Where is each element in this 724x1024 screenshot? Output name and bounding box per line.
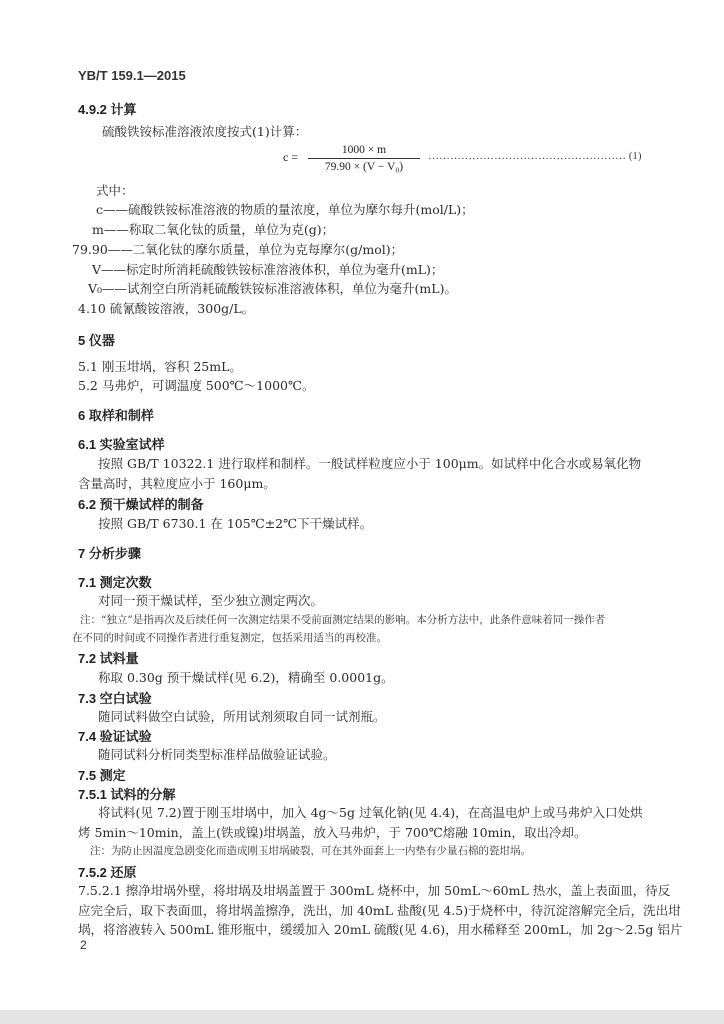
heading-7-4: 7.4 验证试验	[78, 729, 152, 744]
formula-fraction	[308, 143, 420, 174]
para-7-5-2-1-line3: 埚，将溶液转入 500mL 锥形瓶中，缓缓加入 20mL 硫酸(见 4.6)，用水稀释至 200mL，加 2g～2.5g 铝片	[78, 922, 683, 937]
para-7-3: 随同试料做空白试验，所用试剂须取自同一试剂瓶。	[98, 709, 386, 724]
def-v0: V₀——试剂空白所消耗硫酸铁铵标准溶液体积，单位为毫升(mL)。	[88, 281, 457, 296]
para-7-4: 随同试料分析同类型标准样品做验证试验。	[98, 747, 336, 762]
standard-number: YB/T 159.1—2015	[78, 68, 186, 83]
para-7-5-2-1-line1: 7.5.2.1 擦净坩埚外壁，将坩埚及坩埚盖置于 300mL 烧杯中，加 50mL～60mL 热水，盖上表面皿，待反	[78, 883, 671, 898]
heading-7-5: 7.5 测定	[78, 768, 126, 783]
heading-6-1: 6.1 实验室试样	[78, 437, 165, 452]
def-m: m——称取二氧化钛的质量，单位为克(g)；	[92, 222, 335, 237]
para-7-5-1-line1: 将试料(见 7.2)置于刚玉坩埚中，加入 4g～5g 过氧化钠(见 4.4)，在高温电炉上或马弗炉入口处烘	[98, 805, 643, 820]
formula-denominator: 79.90 × (V − V₀)	[324, 161, 404, 173]
where-label: 式中：	[96, 183, 134, 198]
heading-6-2: 6.2 预干燥试样的制备	[78, 497, 204, 512]
item-4-10: 4.10 硫氰酸铵溶液，300g/L。	[78, 301, 255, 316]
para-6-1-line2: 含量高时，其粒度应小于 160μm。	[78, 476, 276, 491]
note-7-1-line2: 在不同的时间或不同操作者进行重复测定，包括采用适当的再校准。	[72, 632, 387, 644]
fraction-bar	[308, 158, 420, 159]
heading-7-3: 7.3 空白试验	[78, 691, 152, 706]
note-7-5-1: 注：为防止因温度急剧变化而造成刚玉坩埚破裂，可在其外面套上一内垫有少量石棉的瓷坩埚。	[90, 845, 531, 857]
calc-intro: 硫酸铁铵标准溶液浓度按式(1)计算：	[102, 124, 308, 139]
para-6-2: 按照 GB/T 6730.1 在 105℃±2℃下干燥试样。	[98, 516, 373, 531]
para-7-5-1-line2: 烤 5min～10min，盖上(铁或镍)坩埚盖，放入马弗炉，于 700℃熔融 10min，取出冷却。	[78, 825, 587, 840]
heading-7-5-2: 7.5.2 还原	[78, 865, 137, 880]
scan-bottom-edge	[0, 1010, 724, 1024]
def-c: c——硫酸铁铵标准溶液的物质的量浓度，单位为摩尔每升(mol/L)；	[96, 202, 474, 217]
page-number: 2	[80, 938, 87, 952]
item-5-2: 5.2 马弗炉，可调温度 500℃～1000℃。	[78, 378, 315, 393]
heading-7-1: 7.1 测定次数	[78, 575, 152, 590]
para-7-5-2-1-line2: 应完全后，取下表面皿，将坩埚盖擦净，洗出，加 40mL 盐酸(见 4.5)于烧杯中，待沉淀溶解完全后，洗出坩	[78, 903, 681, 918]
formula-lhs: c =	[283, 150, 299, 164]
heading-6: 6 取样和制样	[78, 408, 154, 423]
heading-7-5-1: 7.5.1 试料的分解	[78, 787, 176, 802]
def-molar-mass: 79.90——二氧化钛的摩尔质量，单位为克每摩尔(g/mol)；	[72, 242, 404, 257]
note-7-1-line1: 注：“独立”是指再次及后续任何一次测定结果不受前面测定结果的影响。本分析方法中，此条件意味着同一操作者	[80, 614, 606, 626]
item-5-1: 5.1 刚玉坩埚，容积 25mL。	[78, 359, 242, 374]
para-6-1-line1: 按照 GB/T 10322.1 进行取样和制样。一般试样粒度应小于 100μm。如试样中化合水或易氧化物	[98, 456, 642, 471]
formula-numerator: 1000 × m	[341, 144, 387, 156]
heading-7-2: 7.2 试料量	[78, 651, 139, 666]
formula-number: ……………………………………………… (1)	[428, 150, 642, 162]
para-7-2: 称取 0.30g 预干燥试样(见 6.2)，精确至 0.0001g。	[98, 670, 394, 685]
def-v: V——标定时所消耗硫酸铁铵标准溶液体积，单位为毫升(mL)；	[92, 262, 444, 277]
heading-4-9-2: 4.9.2 计算	[78, 102, 137, 117]
para-7-1: 对同一预干燥试样，至少独立测定两次。	[98, 593, 324, 608]
heading-7: 7 分析步骤	[78, 546, 141, 561]
heading-5: 5 仪器	[78, 333, 115, 348]
